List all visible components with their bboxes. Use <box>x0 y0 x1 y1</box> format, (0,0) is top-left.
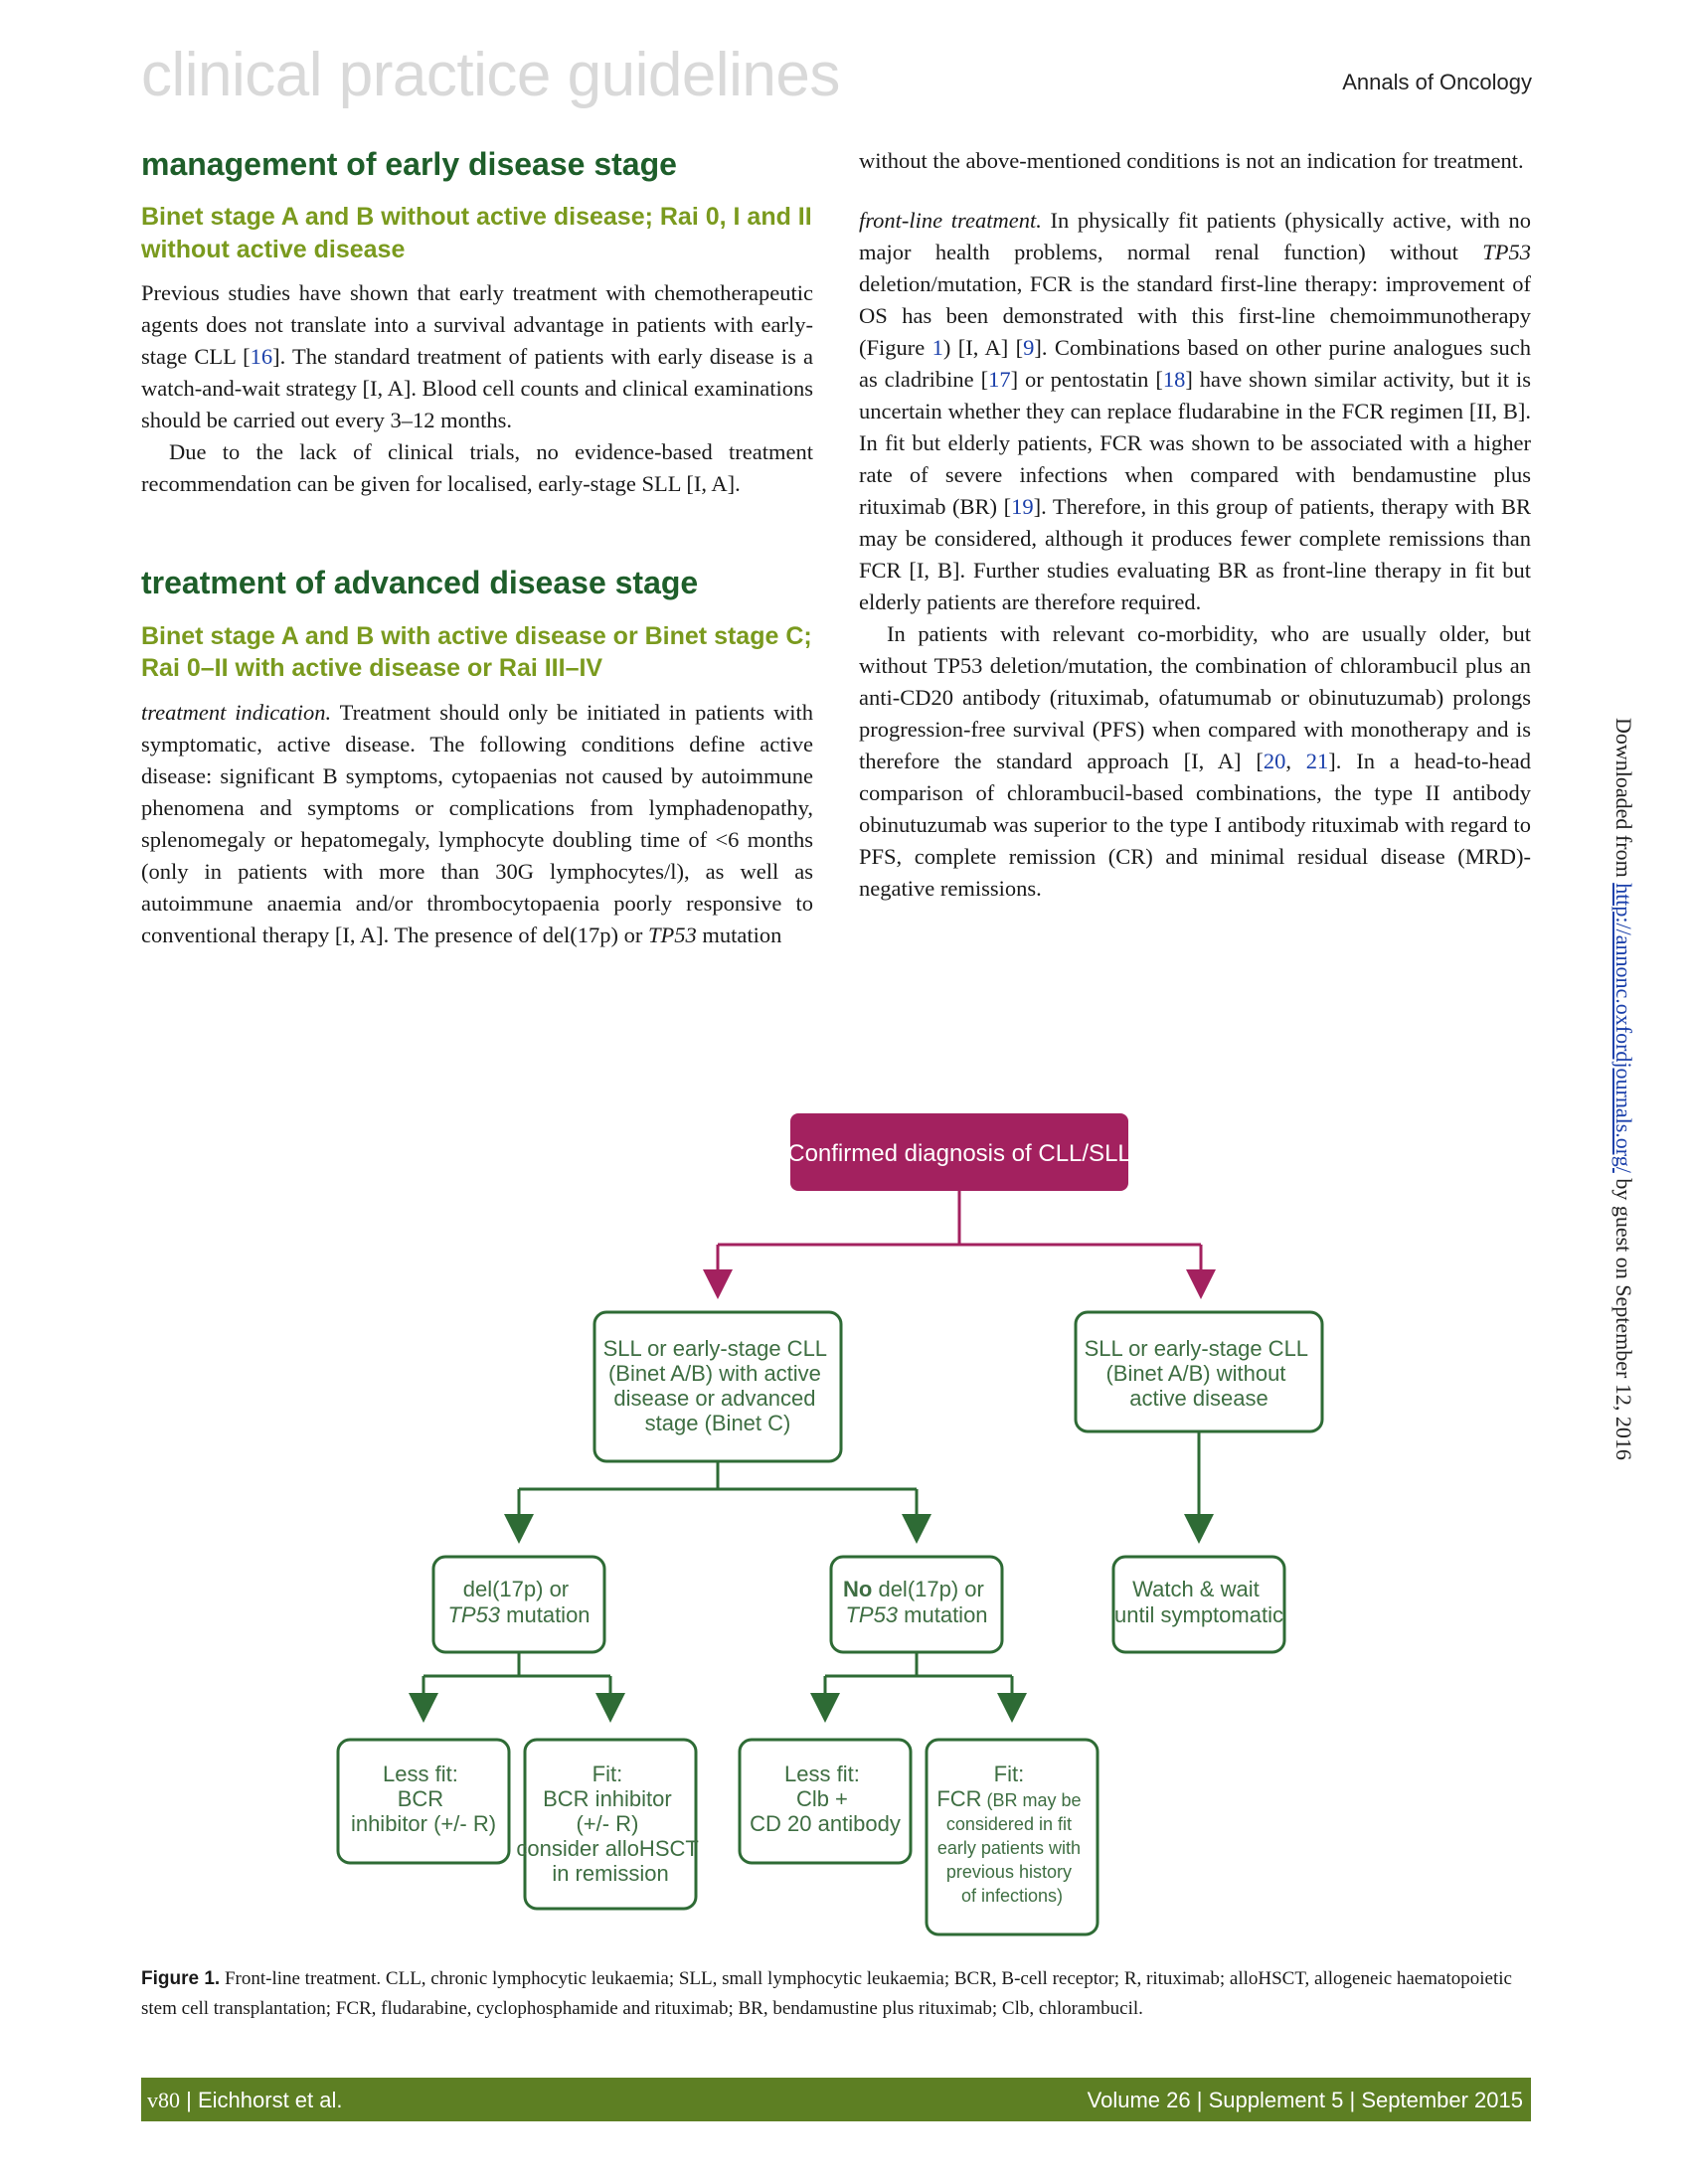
paragraph-indication: treatment indication. Treatment should only be initiated in patients with symptomatic, active disease. The following conditions define active disease: significant B symptoms, cytopaenias not caused by autoimmune phenomena and symptoms or complications from lymphadenopathy, splenomegaly or hepatomegaly, lymphocyte doubling time of <6 months (only in patients with more than 30G lymphocytes/l), as well as autoimmune anaemia and/or thrombocytopaenia poorly responsive to conventional therapy [I, A]. The presence of del(17p) or TP53 mutation <box>141 699 813 947</box>
paragraph-comorbidity: In patients with relevant co-morbidity, who are usually older, but without TP53 deletion/mutation, the combination of chlorambucil plus an anti-CD20 antibody (rituximab, ofatumumab or obinutuzumab) prolongs progression-free survival (PFS) when compared with monotherapy and is therefore the standard approach [I, A] [20, 21]. In a head-to-head comparison of chlorambucil-based combinations, the type II antibody obinutuzumab was superior to the type I antibody rituximab with regard to PFS, complete remission (CR) and minimal residual disease (MRD)-negative remissions. <box>859 621 1531 901</box>
download-link[interactable]: http://annonc.oxfordjournals.org/ <box>1611 883 1636 1173</box>
subheading-early-stage: Binet stage A and B without active disease; Rai 0, I and II without active disease <box>141 203 812 263</box>
paragraph-early-2: Due to the lack of clinical trials, no evidence-based treatment recommendation can be given for localised, early-stage SLL [I, A]. <box>141 439 813 497</box>
series-title: clinical practice guidelines <box>141 41 840 109</box>
paragraph-front-line: front-line treatment. In physically fit patients (physically active, with no major health problems, normal renal function) without TP53 deletion/mutation, FCR is the standard first-line therapy: improvement of OS has been demonstrated with this first-line chemoimmunotherapy (Figure 1) [I, A] [9]. Combinations based on other purine analogues such as cladribine [17] or pentostatin [18] have shown similar activity, but it is uncertain whether they can replace fludarabine in the FCR regimen [II, B]. In fit but elderly patients, FCR was shown to be associated with a higher rate of severe infections when compared with bendamustine plus rituximab (BR) [19]. Therefore, in this group of patients, therapy with BR may be considered, although it produces fewer complete remissions than FCR [I, B]. Further studies evaluating BR as front-line therapy in fit but elderly patients are therefore required. <box>859 208 1532 614</box>
heading-early-stage: management of early disease stage <box>141 146 677 182</box>
journal-name: Annals of Oncology <box>1342 70 1532 94</box>
paragraph-continued: without the above-mentioned conditions is not an indication for treatment. <box>859 148 1524 173</box>
reference-link[interactable]: 9 <box>1023 335 1035 360</box>
page-footer <box>141 2078 1531 2121</box>
download-notice: Downloaded from http://annonc.oxfordjournals.org/ by guest on September 12, 2016 <box>1611 718 1636 1460</box>
less-fit-bcr-label: Less fit: BCR inhibitor (+/- R) <box>350 1762 497 1836</box>
left-column <box>141 145 813 951</box>
fit-fcr-label: Fit: FCR (BR may be considered in fit early patients with previous history of infections) <box>936 1762 1082 1906</box>
footer-left: v80 | Eichhorst et al. <box>147 2088 343 2112</box>
paragraph-early-1: Previous studies have shown that early treatment with chemotherapeutic agents does not translate into a survival advantage in patients with early-stage CLL [16]. The standard treatment of patients with early disease is a watch-and-wait strategy [I, A]. Blood cell counts and clinical examinations should be carried out every 3–12 months. <box>141 280 813 433</box>
reference-link[interactable]: 16 <box>250 344 273 370</box>
root-label: Confirmed diagnosis of CLL/SLL <box>787 1140 1131 1167</box>
less-fit-clb-label: Less fit: Clb + CD 20 antibody <box>750 1762 901 1836</box>
figure-label: Figure 1. <box>141 1968 221 1989</box>
del17p-label: del(17p) or TP53 mutation <box>447 1577 591 1627</box>
figure-link[interactable]: 1 <box>931 335 943 360</box>
treatment-flowchart <box>328 1113 1342 1968</box>
inactive-disease-label: SLL or early-stage CLL (Binet A/B) without active disease <box>1084 1336 1308 1411</box>
active-disease-label: SLL or early-stage CLL (Binet A/B) with active disease or advanced stage (Binet C) <box>602 1336 827 1435</box>
heading-advanced-stage: treatment of advanced disease stage <box>141 565 699 601</box>
subheading-advanced-stage: Binet stage A and B with active disease or Binet stage C; Rai 0–II with active disease or Rai III–IV <box>141 621 812 683</box>
reference-link[interactable]: 21 <box>1305 749 1329 773</box>
reference-link[interactable]: 17 <box>988 367 1011 392</box>
reference-link[interactable]: 20 <box>1263 749 1286 773</box>
reference-link[interactable]: 18 <box>1162 367 1186 392</box>
footer-right: Volume 26 | Supplement 5 | September 2015 <box>1087 2088 1523 2112</box>
no-del17p-label: No del(17p) or TP53 mutation <box>843 1577 988 1627</box>
reference-link[interactable]: 19 <box>1011 494 1034 519</box>
figure-caption: Figure 1. Front-line treatment. CLL, chronic lymphocytic leukaemia; SLL, small lymphocytic leukaemia; BCR, B-cell receptor; R, rituximab; alloHSCT, allogeneic haematopoietic stem cell transplantation; FCR, fludarabine, cyclophosphamide and rituximab; BR, bendamustine plus rituximab; Clb, chlorambucil. <box>141 1968 1512 2019</box>
watch-wait-label: Watch & wait until symptomatic <box>1114 1577 1283 1627</box>
fit-bcr-label: Fit: BCR inhibitor (+/- R) consider alloHSCT in remission <box>516 1762 699 1886</box>
root-connector <box>718 1191 1201 1284</box>
right-column <box>859 145 1531 905</box>
